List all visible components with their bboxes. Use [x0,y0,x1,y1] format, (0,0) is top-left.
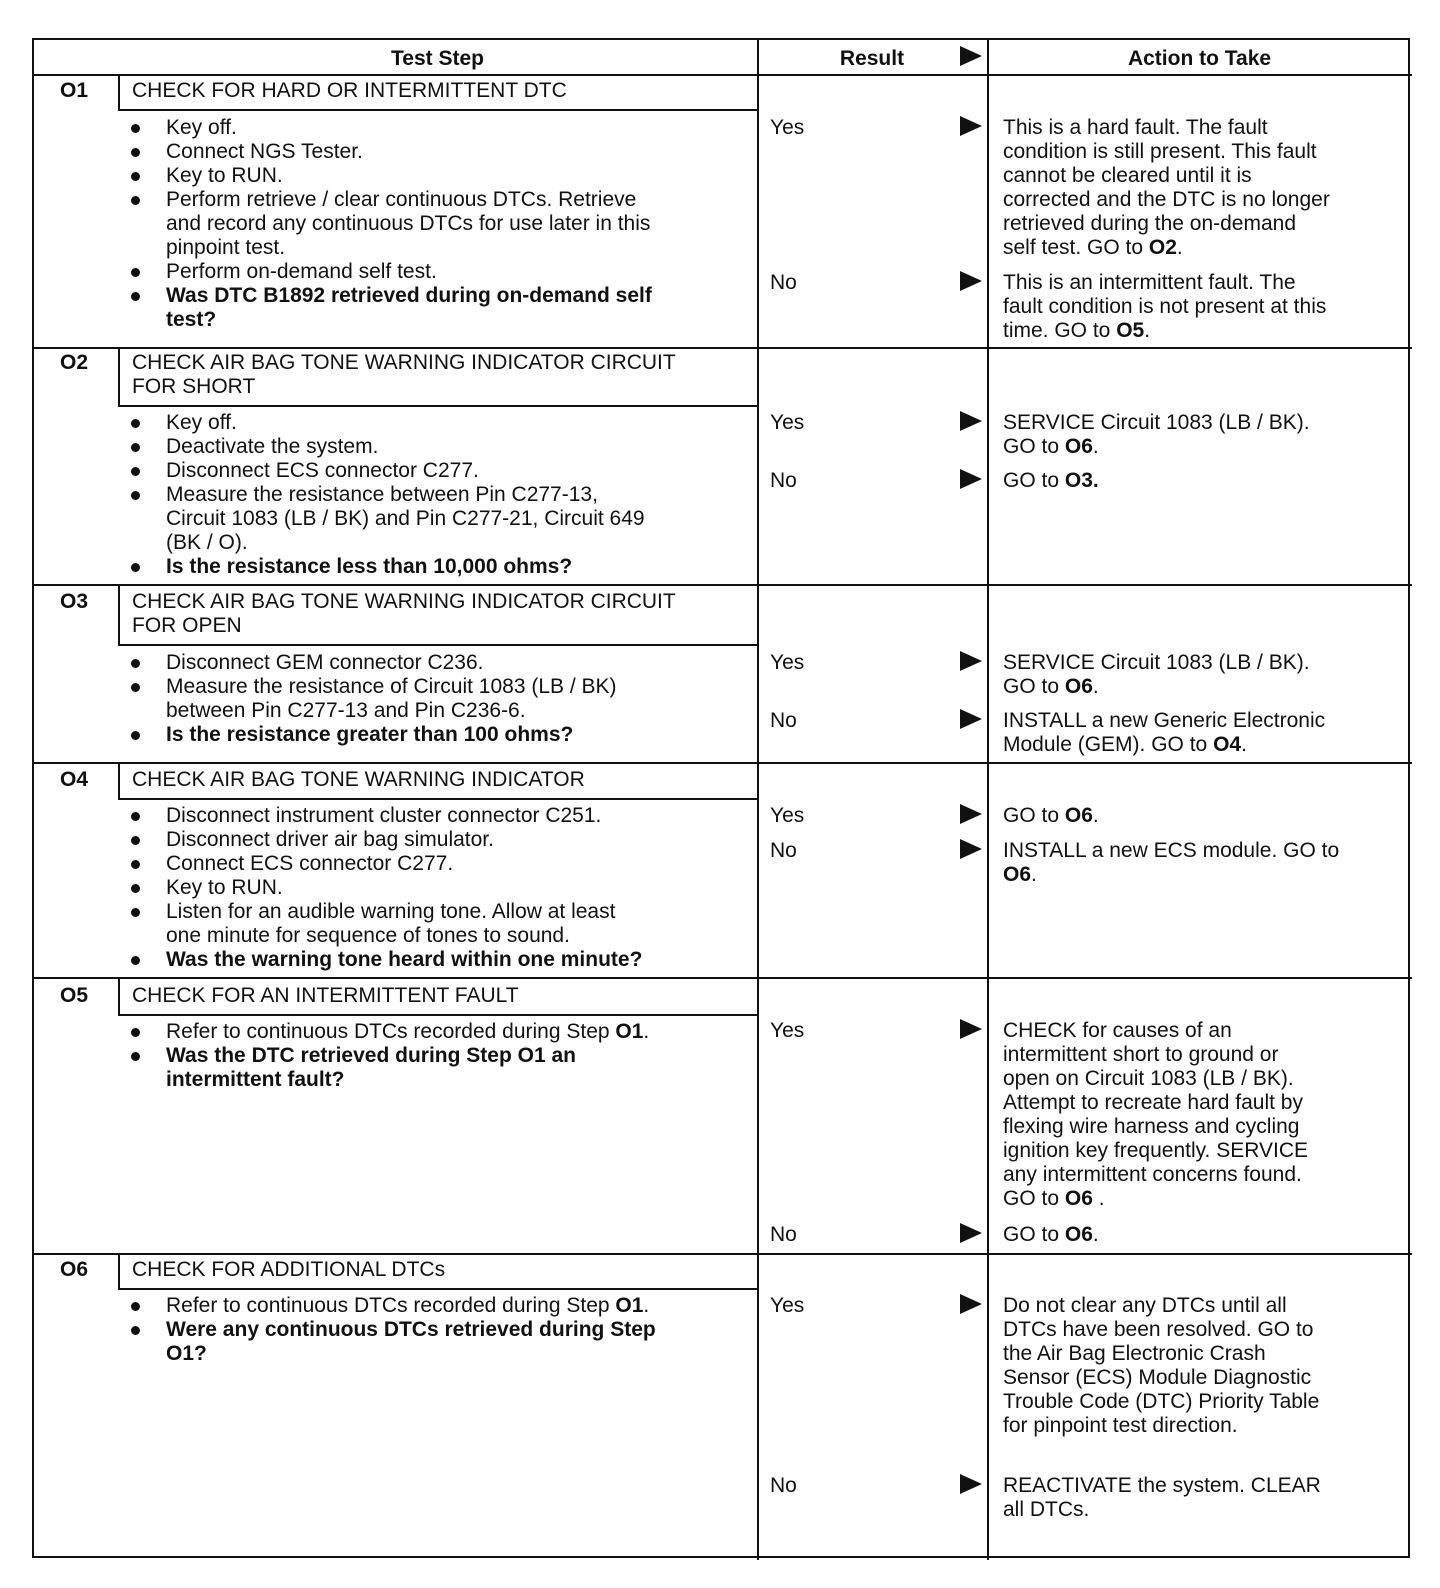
bullet-icon [131,419,140,428]
instruction-text: pinpoint test. [166,236,286,259]
arrow-right-icon [960,1474,982,1494]
text-segment: GO to [1003,804,1065,827]
action-text [1003,651,1310,675]
step-number: O5 [60,984,89,1007]
action-text [1003,236,1183,260]
action-text [1003,319,1150,343]
instruction-text: Key off. [166,116,237,139]
text-segment: Sensor (ECS) Module Diagnostic [1003,1366,1312,1389]
text-segment: cannot be cleared until it is [1003,164,1252,187]
text-segment: . [1176,236,1183,259]
arrow-right-icon [960,271,982,291]
action-text [1003,295,1326,319]
action-text [1003,212,1296,236]
bullet-icon [131,172,140,181]
text-segment: This is an intermittent fault. The [1003,271,1296,294]
bullet-icon [131,884,140,893]
pinpoint-test-table [32,38,1410,1558]
text-segment: INSTALL a new ECS module. GO to [1003,839,1340,862]
bullet-icon [131,836,140,845]
step-number-divider [118,977,120,1014]
instruction-text: intermittent fault? [166,1068,345,1091]
result-label: Yes [770,411,805,434]
action-text [1003,863,1037,887]
step-divider [34,977,1412,979]
instruction-text: Circuit 1083 (LB / BK) and Pin C277-21, Circuit 649 [166,507,645,530]
text-segment: SERVICE Circuit 1083 (LB / BK). [1003,411,1310,434]
action-text [1003,469,1099,493]
arrow-right-icon [960,116,982,136]
text-segment: O5 [1116,319,1145,342]
result-label: No [770,1223,797,1246]
step-number-divider [118,762,120,798]
bullet-icon [131,1302,140,1311]
text-segment: . [643,1020,650,1043]
instruction-text: Measure the resistance of Circuit 1083 (LB / BK) [166,675,617,698]
text-segment: This is a hard fault. The fault [1003,116,1268,139]
step-title-underline [118,1288,757,1290]
action-text [1003,1390,1319,1414]
text-segment: O3. [1064,469,1099,492]
step-divider [34,1253,1412,1255]
text-segment: any intermittent concerns found. [1003,1163,1302,1186]
instruction-text: test? [166,308,217,331]
action-text [1003,733,1247,757]
text-segment: self test. GO to [1003,236,1149,259]
action-text [1003,116,1268,140]
result-column-divider [757,40,759,1560]
result-label: Yes [770,1294,805,1317]
text-segment: . [1031,863,1037,886]
action-text [1003,1342,1266,1366]
result-label: No [770,1474,797,1497]
result-label: No [770,469,797,492]
action-text [1003,1139,1308,1163]
bullet-icon [131,1028,140,1037]
text-segment: open on Circuit 1083 (LB / BK). [1003,1067,1294,1090]
action-text [1003,411,1310,435]
action-column-divider [987,40,989,1560]
text-segment: O6 [1064,435,1093,458]
action-text [1003,140,1317,164]
bullet-icon [131,491,140,500]
text-segment: corrected and the DTC is no longer [1003,188,1330,211]
arrow-right-icon [960,839,982,859]
instruction-text: Were any continuous DTCs retrieved during Step [166,1318,656,1341]
arrow-right-icon [960,709,982,729]
action-text [1003,709,1325,733]
action-text [1003,1474,1321,1498]
result-label: No [770,709,797,732]
action-text [1003,1163,1302,1187]
text-segment: condition is still present. This fault [1003,140,1317,163]
instruction-text: Listen for an audible warning tone. Allow at least [166,900,616,923]
instruction-text: Disconnect driver air bag simulator. [166,828,494,851]
text-segment: GO to [1003,435,1065,458]
action-text [1003,1414,1238,1438]
text-segment: all DTCs. [1003,1498,1090,1521]
bullet-icon [131,731,140,740]
header-test-step: Test Step [391,47,484,70]
arrow-right-icon [960,411,982,431]
step-title: CHECK AIR BAG TONE WARNING INDICATOR [132,768,585,791]
bullet-icon [131,908,140,917]
instruction-text: between Pin C277-13 and Pin C236-6. [166,699,526,722]
text-segment: Refer to continuous DTCs recorded during Step [166,1020,616,1043]
text-segment: fault condition is not present at this [1003,295,1327,318]
step-number: O6 [60,1258,89,1281]
text-segment: Module (GEM). GO to [1003,733,1214,756]
text-segment: flexing wire harness and cycling [1003,1115,1300,1138]
arrow-right-icon [960,469,982,489]
result-label: Yes [770,116,805,139]
text-segment: O6 [1064,804,1093,827]
instruction-text: Key to RUN. [166,164,283,187]
step-title: CHECK AIR BAG TONE WARNING INDICATOR CIRCUIT [132,351,676,374]
action-text [1003,1366,1311,1390]
bullet-icon [131,292,140,301]
action-text [1003,1067,1294,1091]
step-title-underline [118,644,757,646]
instruction-text: O1? [166,1342,207,1365]
result-label: Yes [770,1019,805,1042]
text-segment: GO to [1003,1223,1065,1246]
text-segment: Trouble Code (DTC) Priority Table [1003,1390,1320,1413]
bullet-icon [131,1326,140,1335]
instruction-text: Deactivate the system. [166,435,379,458]
text-segment: ignition key frequently. SERVICE [1003,1139,1309,1162]
step-divider [34,584,1412,586]
text-segment: O1 [615,1020,644,1043]
header-result: Result [839,47,905,70]
text-segment: O6 [1064,675,1093,698]
text-segment: . [643,1294,650,1317]
text-segment: Attempt to recreate hard fault by [1003,1091,1303,1114]
step-number-divider [118,584,120,644]
text-segment: O4 [1213,733,1242,756]
bullet-icon [131,563,140,572]
text-segment: DTCs have been resolved. GO to [1003,1318,1314,1341]
step-title: CHECK AIR BAG TONE WARNING INDICATOR CIRCUIT [132,590,676,613]
bullet-icon [131,196,140,205]
step-number: O3 [60,590,89,613]
action-text [1003,164,1252,188]
text-segment: O2 [1148,236,1177,259]
action-text [1003,675,1099,699]
bullet-icon [131,860,140,869]
action-text [1003,1019,1232,1043]
text-segment: GO to [1003,1187,1065,1210]
text-segment: CHECK for causes of an [1003,1019,1232,1042]
instruction-text: Disconnect ECS connector C277. [166,459,479,482]
instruction-text: Disconnect instrument cluster connector C251. [166,804,602,827]
bullet-icon [131,148,140,157]
instruction-text: Was DTC B1892 retrieved during on-demand self [166,284,652,307]
result-label: No [770,839,797,862]
instruction-text [166,1020,649,1044]
action-text [1003,188,1330,212]
text-segment: intermittent short to ground or [1003,1043,1279,1066]
action-text [1003,1091,1303,1115]
text-segment: SERVICE Circuit 1083 (LB / BK). [1003,651,1310,674]
step-title-underline [118,1014,757,1016]
text-segment: . [1241,733,1247,756]
result-label: Yes [770,804,805,827]
step-title-underline [118,405,757,407]
step-number: O2 [60,351,89,374]
step-title: FOR SHORT [132,375,256,398]
action-text [1003,1187,1105,1211]
action-text [1003,271,1296,295]
instruction-text: Is the resistance less than 10,000 ohms? [166,555,573,578]
text-segment: Do not clear any DTCs until all [1003,1294,1287,1317]
action-text [1003,1223,1099,1247]
step-number-divider [118,1253,120,1288]
text-segment: retrieved during the on-demand [1003,212,1297,235]
instruction-text: Is the resistance greater than 100 ohms? [166,723,574,746]
result-label: Yes [770,651,805,674]
step-title: CHECK FOR ADDITIONAL DTCs [132,1258,446,1281]
arrow-right-icon [960,804,982,824]
instruction-text: Connect NGS Tester. [166,140,363,163]
text-segment: Refer to continuous DTCs recorded during Step [166,1294,616,1317]
action-text [1003,804,1099,828]
step-title-underline [118,109,757,111]
text-segment: . [1092,804,1099,827]
text-segment: the Air Bag Electronic Crash [1003,1342,1266,1365]
instruction-text: Perform retrieve / clear continuous DTCs. Retrieve [166,188,637,211]
action-text [1003,1115,1299,1139]
text-segment: for pinpoint test direction. [1003,1414,1238,1437]
bullet-icon [131,124,140,133]
step-title: CHECK FOR HARD OR INTERMITTENT DTC [132,79,567,102]
result-label: No [770,271,797,294]
action-text [1003,1294,1287,1318]
text-segment: . [1144,319,1151,342]
text-segment: GO to [1003,675,1065,698]
instruction-text: (BK / O). [166,531,248,554]
text-segment: time. GO to [1003,319,1117,342]
instruction-text: one minute for sequence of tones to sound. [166,924,570,947]
step-number-divider [118,74,120,109]
arrow-right-icon [960,1019,982,1039]
instruction-text: and record any continuous DTCs for use later in this [166,212,651,235]
arrow-right-icon [960,46,982,66]
instruction-text: Key to RUN. [166,876,283,899]
text-segment: . [1092,1187,1105,1210]
step-title: CHECK FOR AN INTERMITTENT FAULT [132,984,519,1007]
instruction-text: Was the DTC retrieved during Step O1 an [166,1044,576,1067]
arrow-right-icon [960,1294,982,1314]
bullet-icon [131,1052,140,1061]
bullet-icon [131,683,140,692]
text-segment: O6 [1064,1187,1093,1210]
text-segment: O6 [1003,863,1032,886]
text-segment: GO to [1003,469,1065,492]
bullet-icon [131,467,140,476]
text-segment: O6 [1064,1223,1093,1246]
text-segment: O1 [615,1294,644,1317]
text-segment: INSTALL a new Generic Electronic [1003,709,1326,732]
bullet-icon [131,812,140,821]
step-divider [34,347,1412,349]
text-segment: . [1092,675,1099,698]
step-number: O1 [60,79,89,102]
instruction-text: Measure the resistance between Pin C277-13, [166,483,598,506]
header-divider [34,74,1412,76]
bullet-icon [131,659,140,668]
action-text [1003,1498,1089,1522]
instruction-text: Disconnect GEM connector C236. [166,651,484,674]
step-title: FOR OPEN [132,614,242,637]
action-text [1003,1043,1278,1067]
instruction-text [166,1294,649,1318]
action-text [1003,839,1339,863]
action-text [1003,435,1099,459]
action-text [1003,1318,1313,1342]
instruction-text: Was the warning tone heard within one minute? [166,948,643,971]
step-number: O4 [60,768,89,791]
instruction-text: Perform on-demand self test. [166,260,437,283]
arrow-right-icon [960,1223,982,1243]
text-segment: . [1092,435,1099,458]
bullet-icon [131,956,140,965]
header-action: Action to Take [1127,47,1272,70]
bullet-icon [131,268,140,277]
step-divider [34,762,1412,764]
instruction-text: Connect ECS connector C277. [166,852,454,875]
instruction-text: Key off. [166,411,237,434]
bullet-icon [131,443,140,452]
step-number-divider [118,347,120,405]
arrow-right-icon [960,651,982,671]
step-title-underline [118,798,757,800]
text-segment: REACTIVATE the system. CLEAR [1003,1474,1321,1497]
text-segment: . [1092,1223,1099,1246]
